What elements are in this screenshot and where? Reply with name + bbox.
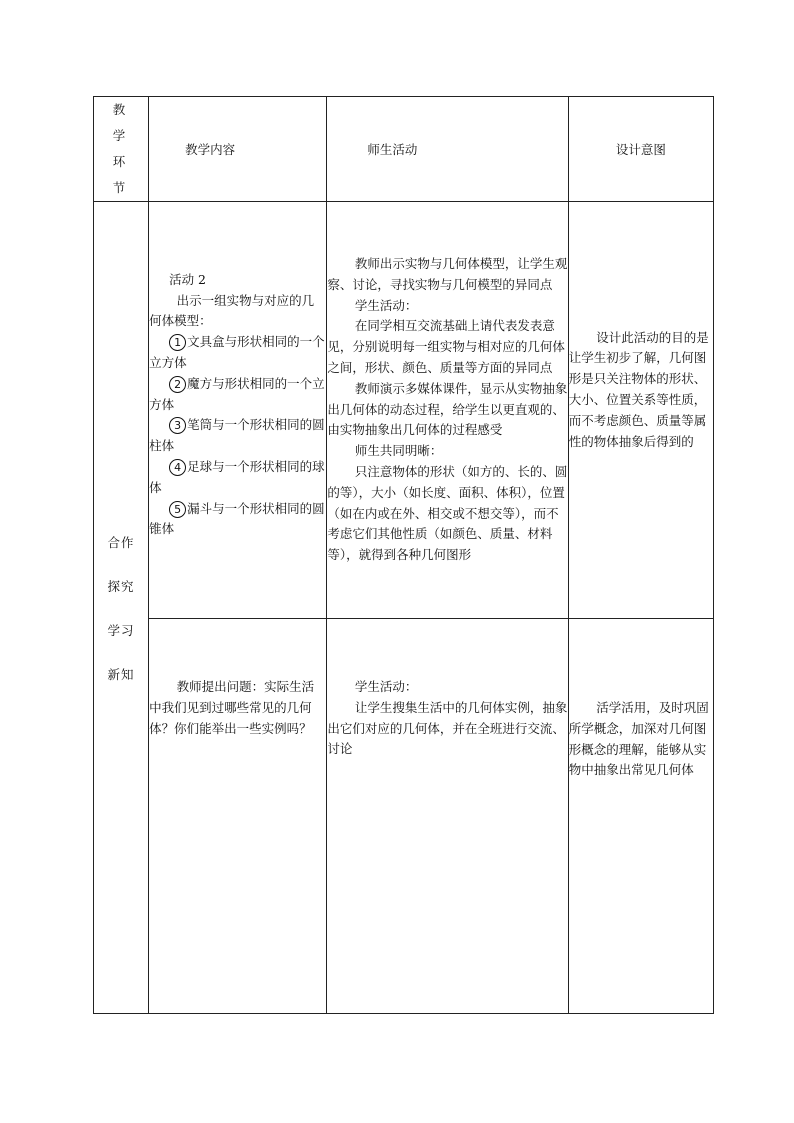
table-row (94, 202, 714, 619)
item-number-circle: 5 (169, 501, 186, 518)
item-number-circle: 4 (169, 459, 186, 476)
item-text: 魔方与形状相同的一个立方体 (149, 375, 325, 412)
item-text: 足球与一个形状相同的球体 (149, 458, 325, 495)
stage-line1: 合作 (107, 534, 135, 550)
stage-line2: 探究 (107, 578, 135, 594)
activity-item-list (149, 332, 326, 540)
activity-p4: 教师演示多媒体课件，显示从实物抽象出几何体的动态过程，给学生以更直观的、由实物抽象出几何体的过程感受 (327, 380, 568, 438)
list-item (149, 457, 326, 499)
header-intent: 设计意图 (568, 97, 713, 202)
item-number-circle: 3 (169, 417, 186, 434)
row2-content-text: 教师提出问题：实际生活中我们见到过哪些常见的几何体？你们能举出一些实例吗？ (149, 679, 315, 736)
list-item (149, 332, 326, 374)
row2-activity-label: 学生活动： (354, 679, 418, 694)
row1-content-cell (149, 202, 327, 619)
activity-title: 活动 2 (169, 271, 207, 287)
lesson-plan-table (93, 96, 714, 1014)
row2-intent-text: 活学活用，及时巩固所学概念，加深对几何图形概念的理解，能够从实物中抽象出常见几何体 (568, 700, 709, 778)
row1-intent-text: 设计此活动的目的是让学生初步了解，几何图形是只关注物体的形状、大小、位置关系等性质，而不考虑颜色、质量等属性的物体抽象后得到的 (568, 329, 709, 449)
header-activity: 师生活动 (327, 97, 568, 202)
list-item (149, 374, 326, 416)
table-row (94, 619, 714, 1014)
activity-intro: 出示一组实物与对应的几何体模型： (149, 292, 315, 329)
item-number-circle: 1 (169, 334, 186, 351)
stage-line3: 学习 (107, 622, 135, 638)
activity-p2: 学生活动： (354, 297, 418, 313)
activity-p1: 教师出示实物与几何体模型，让学生观察、讨论，寻找实物与几何模型的异同点 (327, 256, 568, 292)
activity-p3: 在同学相互交流基础上请代表发表意见，分别说明每一组实物与相对应的几何体之间，形状、颜色、质量等方面的异同点 (327, 318, 565, 375)
item-text: 漏斗与一个形状相同的圆锥体 (149, 500, 325, 537)
header-stage (94, 97, 149, 202)
row1-intent-cell (568, 202, 713, 619)
activity-p6: 只注意物体的形状（如方的、长的、圆的等），大小（如长度、面积、体积），位置（如在内或在外、相交或不想交等），而不考虑它们其他性质（如颜色、质量、材料等），就得到各种几何图形 (327, 463, 568, 563)
activity-p5: 师生共同明晰： (354, 443, 443, 459)
table-header-row (94, 97, 714, 202)
list-item (149, 415, 326, 457)
item-text: 笔筒与一个形状相同的圆柱体 (149, 417, 325, 454)
row2-activity-text: 让学生搜集生活中的几何体实例，抽象出它们对应的几何体，并在全班进行交流、讨论 (327, 699, 568, 757)
row2-content-cell (149, 619, 327, 1014)
header-stage-line1: 教 学 (112, 102, 136, 143)
row2-intent-cell (568, 619, 713, 1014)
stage-line4: 新知 (107, 666, 135, 682)
item-text: 文具盒与形状相同的一个立方体 (149, 334, 325, 370)
header-content: 教学内容 (149, 97, 327, 202)
header-stage-line2: 环 节 (112, 154, 136, 195)
row1-activity-cell (327, 202, 568, 619)
row2-activity-cell (327, 619, 568, 1014)
list-item (149, 499, 326, 541)
item-number-circle: 2 (169, 376, 186, 393)
stage-cell (94, 202, 149, 1014)
